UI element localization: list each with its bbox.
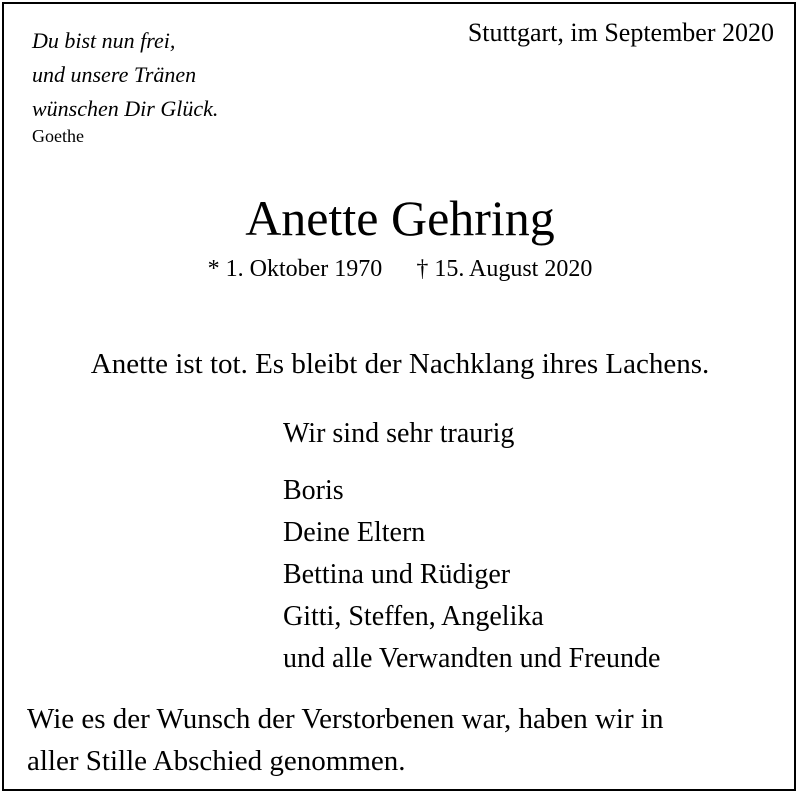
mourner: Bettina und Rüdiger [283, 559, 511, 590]
mourner: Boris [283, 475, 344, 506]
place-date: Stuttgart, im September 2020 [467, 18, 774, 47]
mourners-list [283, 470, 660, 680]
quote-line: Du bist nun frei, [32, 28, 176, 53]
death-date: † 15. August 2020 [416, 256, 593, 282]
quote [32, 24, 218, 126]
birth-date: * 1. Oktober 1970 [207, 256, 383, 282]
statement: Anette ist tot. Es bleibt der Nachklang ihres Lachens. [90, 348, 710, 380]
deceased-name: Anette Gehring [245, 190, 555, 246]
quote-line: und unsere Tränen [32, 62, 197, 87]
mourner: und alle Verwandten und Freunde [283, 643, 661, 674]
mourner: Gitti, Steffen, Angelika [283, 601, 544, 632]
closing-line: aller Stille Abschied genommen. [27, 745, 406, 777]
quote-line: wünschen Dir Glück. [32, 96, 219, 121]
mourner: Deine Eltern [283, 517, 426, 548]
quote-author: Goethe [32, 126, 84, 146]
signoff: Wir sind sehr traurig [283, 418, 515, 449]
life-dates [0, 256, 800, 283]
closing-text [27, 698, 663, 782]
closing-line: Wie es der Wunsch der Verstorbenen war, haben wir in [27, 703, 664, 735]
